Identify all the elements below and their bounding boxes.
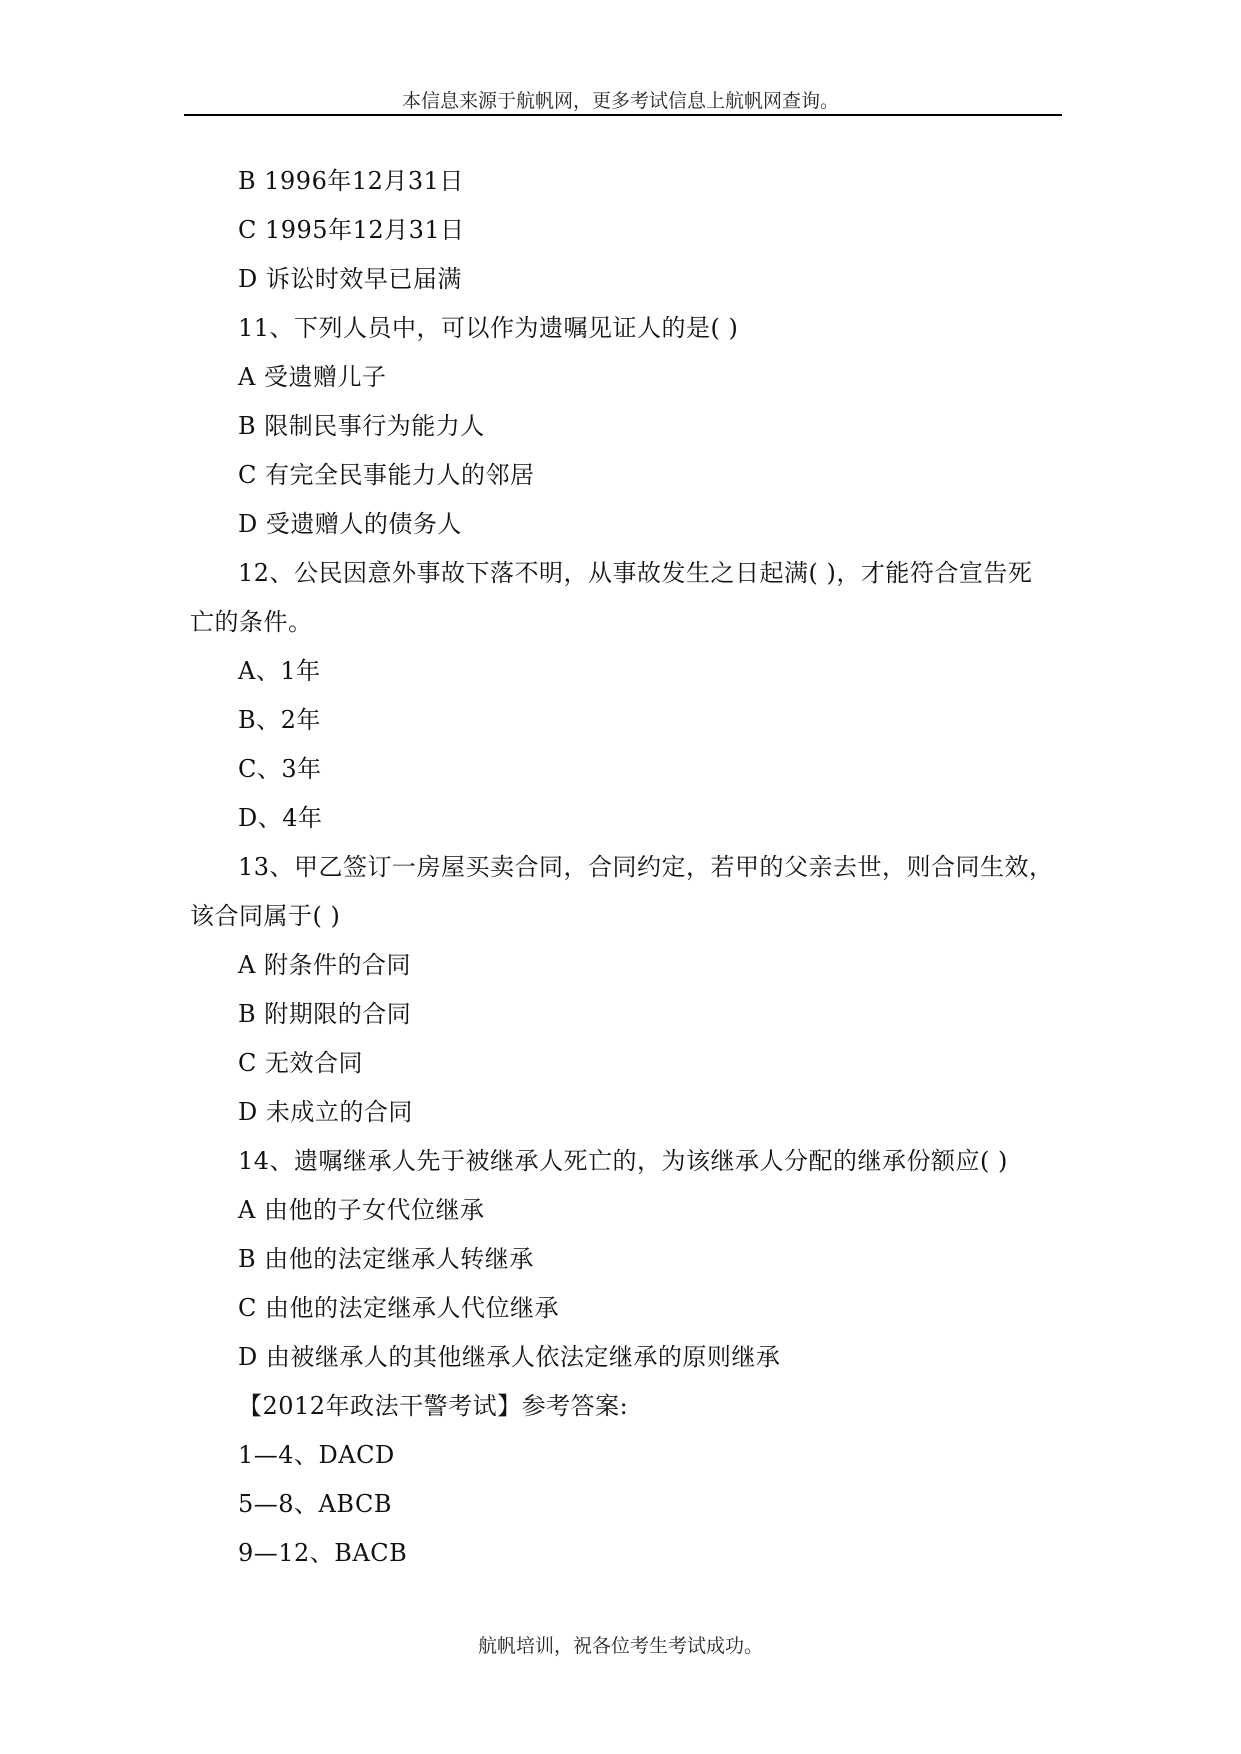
- header-divider: [184, 114, 1062, 116]
- answer-9-12: 9—12、BACB: [238, 1539, 408, 1567]
- question-13-continuation: 该合同属于( ): [190, 902, 341, 930]
- option-b-q10: B 1996年12月31日: [238, 167, 464, 195]
- question-11: 11、下列人员中，可以作为遗嘱见证人的是( ): [238, 314, 739, 342]
- option-c-q10: C 1995年12月31日: [238, 216, 465, 244]
- page-header: 本信息来源于航帆网，更多考试信息上航帆网查询。: [401, 90, 839, 112]
- document-body: [190, 157, 1066, 1578]
- option-d-q14: D 由被继承人的其他继承人依法定继承的原则继承: [238, 1343, 781, 1371]
- option-d-q11: D 受遗赠人的债务人: [238, 510, 462, 538]
- option-d-q13: D 未成立的合同: [238, 1098, 413, 1126]
- option-d-q12: D、4年: [238, 804, 323, 832]
- option-a-q11: A 受遗赠儿子: [238, 363, 387, 391]
- question-12: 12、公民因意外事故下落不明，从事故发生之日起满( )，才能符合宣告死: [238, 559, 1033, 587]
- option-c-q13: C 无效合同: [238, 1049, 363, 1077]
- question-13: 13、甲乙签订一房屋买卖合同，合同约定，若甲的父亲去世，则合同生效，: [238, 853, 1054, 881]
- page-footer: 航帆培训，祝各位考生考试成功。: [477, 1635, 763, 1657]
- option-a-q12: A、1年: [238, 657, 321, 685]
- option-b-q13: B 附期限的合同: [238, 1000, 412, 1028]
- answer-5-8: 5—8、ABCB: [238, 1490, 392, 1518]
- answer-key-heading: 【2012年政法干警考试】参考答案:: [238, 1392, 629, 1420]
- option-a-q14: A 由他的子女代位继承: [238, 1196, 485, 1224]
- option-c-q14: C 由他的法定继承人代位继承: [238, 1294, 559, 1322]
- option-d-q10: D 诉讼时效早已届满: [238, 265, 462, 293]
- question-12-continuation: 亡的条件。: [190, 608, 313, 636]
- option-c-q11: C 有完全民事能力人的邻居: [238, 461, 535, 489]
- option-b-q14: B 由他的法定继承人转继承: [238, 1245, 534, 1273]
- option-b-q11: B 限制民事行为能力人: [238, 412, 485, 440]
- answer-1-4: 1—4、DACD: [238, 1441, 395, 1469]
- option-b-q12: B、2年: [238, 706, 321, 734]
- option-a-q13: A 附条件的合同: [238, 951, 411, 979]
- question-14: 14、遗嘱继承人先于被继承人死亡的，为该继承人分配的继承份额应( ): [238, 1147, 1008, 1175]
- option-c-q12: C、3年: [238, 755, 322, 783]
